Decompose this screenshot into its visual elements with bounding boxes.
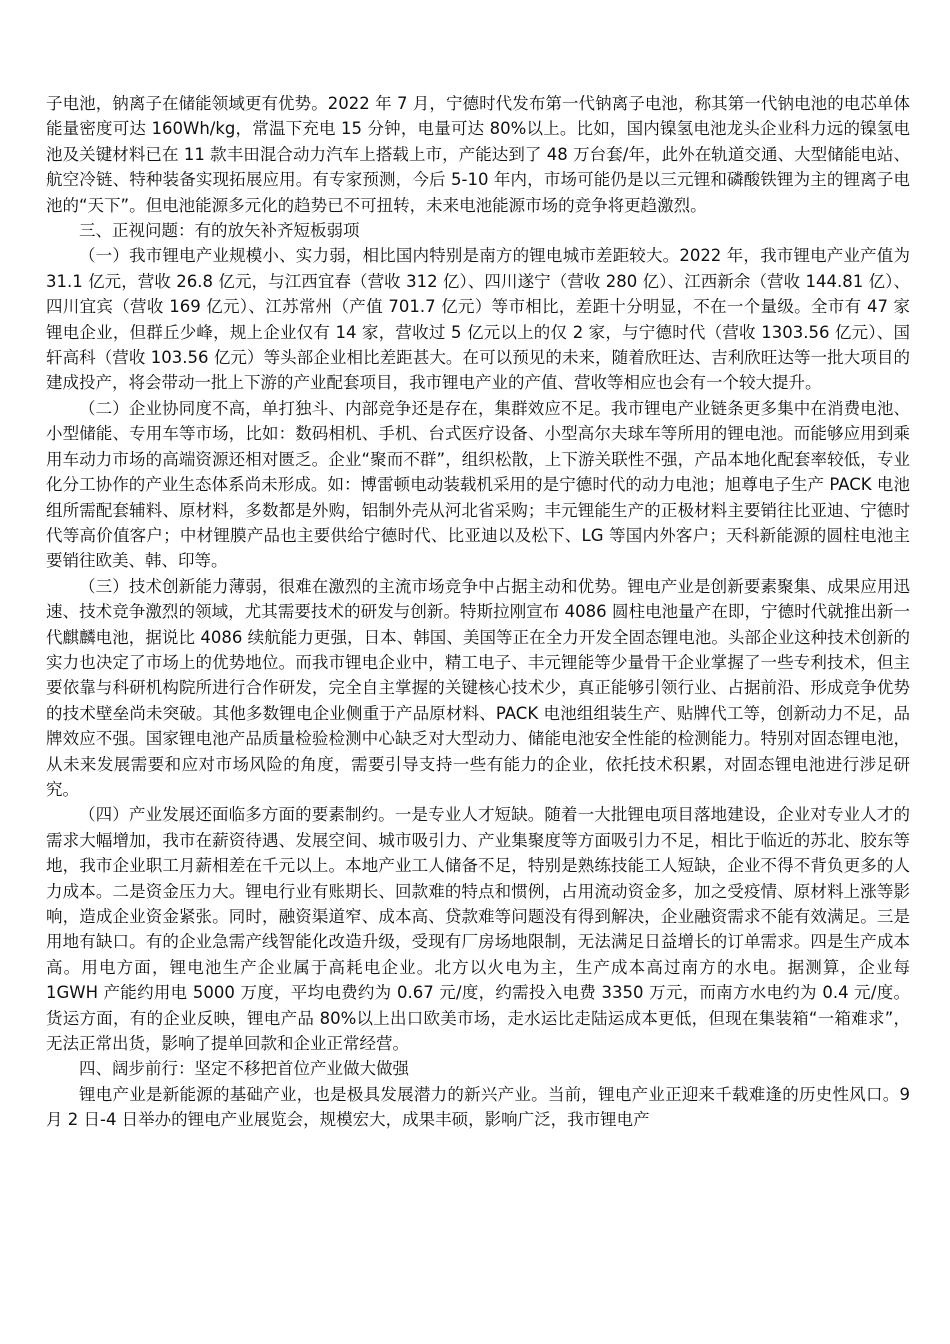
paragraph-sodium-battery: 子电池，钠离子在储能领域更有优势。2022 年 7 月，宁德时代发布第一代钠离子电池，称其第一代钠电池的电芯单体能量密度可达 160Wh/kg，常温下充电 15 分钟，电量可达 80%以上。比如，国内镍氢电池龙头企业科力远的镍氢电池及关键材料已在 11 款丰田混合动力汽车上搭载上市，产能达到了 48 万台套/年，此外在轨道交通、大型储能电站、航空冷链、特种装备实现拓展应用。有专家预测，今后 5-10 年内，市场可能仍是以三元锂和磷酸铁锂为主的锂离子电池的“天下”。但电池能源多元化的趋势已不可扭转，未来电池能源市场的竞争将更趋激烈。 <box>46 94 910 215</box>
paragraph-innovation: （三）技术创新能力薄弱，很难在激烈的主流市场竞争中占据主动和优势。锂电产业是创新要素聚集、成果应用迅速、技术竞争激烈的领域，尤其需要技术的研发与创新。特斯拉刚宣布 4086 圆柱电池量产在即，宁德时代就推出新一代麒麟电池，据说比 4086 续航能力更强，日本、韩国、美国等正在全力开发全固态锂电池。头部企业这种技术创新的实力也决定了市场上的优势地位。而我市锂电企业中，精工电子、丰元锂能等少量骨干企业掌握了一些专利技术，但主要依靠与科研机构院所进行合作研发，完全自主掌握的关键核心技术少，真正能够引领行业、占据前沿、形成竞争优势的技术壁垒尚未突破。其他多数锂电企业侧重于产品原材料、PACK 电池组组装生产、贴牌代工等，创新动力不足，品牌效应不强。国家锂电池产品质量检验检测中心缺乏对大型动力、储能电池安全性能的检测能力。特别对固态锂电池，从未来发展需要和应对市场风险的角度，需要引导支持一些有能力的企业，依托技术积累，对固态锂电池进行涉足研究。 <box>46 576 910 799</box>
paragraph-industry-scale: （一）我市锂电产业规模小、实力弱，相比国内特别是南方的锂电城市差距较大。2022 年，我市锂电产业产值为 31.1 亿元，营收 26.8 亿元，与江西宜春（营收 312 亿）、四川遂宁（营收 280 亿）、江西新余（营收 144.81 亿）、四川宜宾（营收 169 亿元）、江苏常州（产值 701.7 亿元）等市相比，差距十分明显，不在一个量级。全市有 47 家锂电企业，但群丘少峰，规上企业仅有 14 家，营收过 5 亿元以上的仅 2 家，与宁德时代（营收 1303.56 亿元）、国轩高科（营收 103.56 亿元）等头部企业相比差距甚大。在可以预见的未来，随着欣旺达、吉利欣旺达等一批大项目的建成投产，将会带动一批上下游的产业配套项目，我市锂电产业的产值、营收等相应也会有一个较大提升。 <box>46 246 910 393</box>
paragraph-outlook: 锂电产业是新能源的基础产业，也是极具发展潜力的新兴产业。当前，锂电产业正迎来千载难逢的历史性风口。9 月 2 日-4 日举办的锂电产业展览会，规模宏大，成果丰硕，影响广泛，我市锂电产 <box>46 1084 910 1130</box>
section-heading-3: 三、正视问题：有的放矢补齐短板弱项 <box>79 221 360 241</box>
section-heading-4: 四、阔步前行：坚定不移把首位产业做大做强 <box>79 1059 409 1079</box>
paragraph-factor-constraints: （四）产业发展还面临多方面的要素制约。一是专业人才短缺。随着一大批锂电项目落地建设，企业对专业人才的需求大幅增加，我市在薪资待遇、发展空间、城市吸引力、产业集聚度等方面吸引力不足，相比于临近的苏北、胶东等地，我市企业职工月薪相差在千元以上。本地产业工人储备不足，特别是熟练技能工人短缺，企业不得不背负更多的人力成本。二是资金压力大。锂电行业有账期长、回款难的特点和惯例，占用流动资金多，加之受疫情、原材料上涨等影响，造成企业资金紧张。同时，融资渠道窄、成本高、贷款难等问题没有得到解决，企业融资需求不能有效满足。三是用地有缺口。有的企业急需产线智能化改造升级，受现有厂房场地限制，无法满足日益增长的订单需求。四是生产成本高。用电方面，锂电池生产企业属于高耗电企业。北方以火电为主，生产成本高过南方的水电。据测算，企业每 1GWH 产能约用电 5000 万度，平均电费约为 0.67 元/度，约需投入电费 3350 万元，而南方水电约为 0.4 元/度。货运方面，有的企业反映，锂电产品 80%以上出口欧美市场，走水运比走陆运成本更低，但现在集装箱“一箱难求”，无法正常出货，影响了提单回款和企业正常经营。 <box>46 805 910 1054</box>
paragraph-coordination: （二）企业协同度不高，单打独斗、内部竞争还是存在，集群效应不足。我市锂电产业链条更多集中在消费电池、小型储能、专用车等市场，比如：数码相机、手机、台式医疗设备、小型高尔夫球车等所用的锂电池。而能够应用到乘用车动力市场的高端资源还相对匮乏。企业“聚而不群”，组织松散，上下游关联性不强，产品本地化配套率较低，专业化分工协作的产业生态体系尚未形成。如：博雷顿电动装载机采用的是宁德时代的动力电池；旭尊电子生产 PACK 电池组所需配套辅料、原材料，多数都是外购，铝制外壳从河北省采购；丰元锂能生产的正极材料主要销往比亚迪、宁德时代等高价值客户；中材锂膜产品也主要供给宁德时代、比亚迪以及松下、LG 等国内外客户；天科新能源的圆柱电池主要销往欧美、韩、印等。 <box>46 398 910 571</box>
document-page <box>46 91 910 1133</box>
